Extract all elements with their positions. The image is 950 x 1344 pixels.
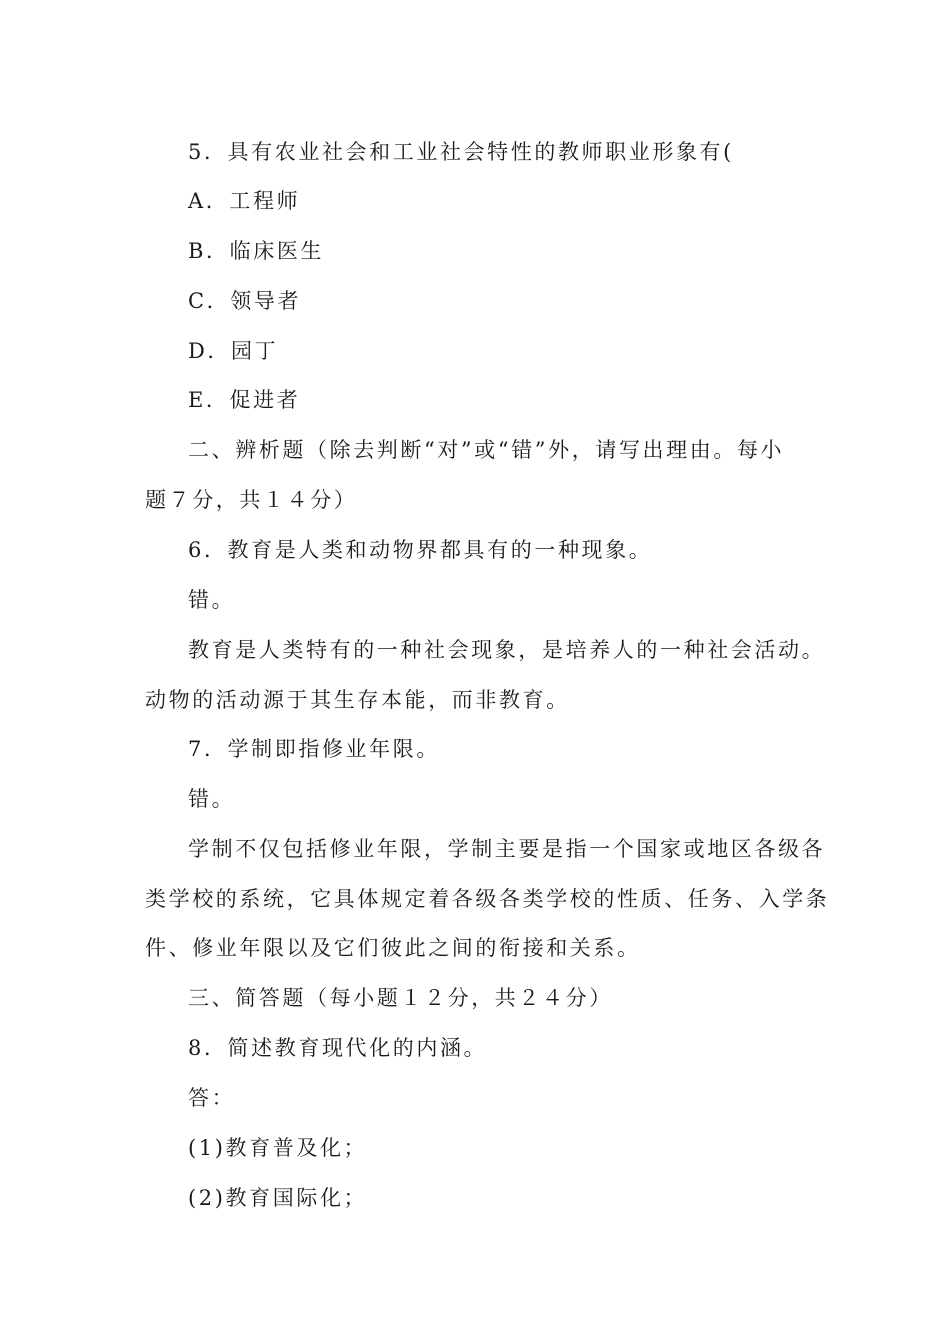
question-8-point-1: (1)教育普及化； xyxy=(188,1136,368,1160)
question-8-point-2: (2)教育国际化； xyxy=(188,1186,368,1210)
question-7-explanation-continued: 类学校的系统，它具体规定着各级各类学校的性质、任务、入学条 xyxy=(145,887,830,911)
question-8-stem: 8．简述教育现代化的内涵。 xyxy=(188,1036,488,1060)
question-7-explanation: 学制不仅包括修业年限，学制主要是指一个国家或地区各级各 xyxy=(188,837,826,861)
question-6-stem: 6．教育是人类和动物界都具有的一种现象。 xyxy=(188,538,653,562)
section-2-heading-continued: 题７分，共１４分） xyxy=(145,488,358,512)
question-8-answer-label: 答： xyxy=(188,1086,236,1110)
question-5-option-d: D．园丁 xyxy=(188,339,279,363)
question-6-verdict: 错。 xyxy=(188,588,236,612)
question-7-stem: 7．学制即指修业年限。 xyxy=(188,737,440,761)
question-5-option-a: A．工程师 xyxy=(188,189,301,213)
question-5-option-b: B．临床医生 xyxy=(188,239,325,263)
question-5-stem: 5．具有农业社会和工业社会特性的教师职业形象有( xyxy=(188,140,734,164)
question-6-explanation-continued: 动物的活动源于其生存本能，而非教育。 xyxy=(145,688,570,712)
question-5-option-c: C．领导者 xyxy=(188,289,302,313)
question-7-explanation-end: 件、修业年限以及它们彼此之间的衔接和关系。 xyxy=(145,936,641,960)
question-5-option-e: E．促进者 xyxy=(188,388,301,412)
section-3-heading: 三、简答题（每小题１２分，共２４分） xyxy=(188,986,613,1010)
question-6-explanation: 教育是人类特有的一种社会现象，是培养人的一种社会活动。 xyxy=(188,638,826,662)
section-2-heading: 二、辨析题（除去判断“对”或“错”外，请写出理由。每小 xyxy=(188,438,785,462)
question-7-verdict: 错。 xyxy=(188,787,236,811)
